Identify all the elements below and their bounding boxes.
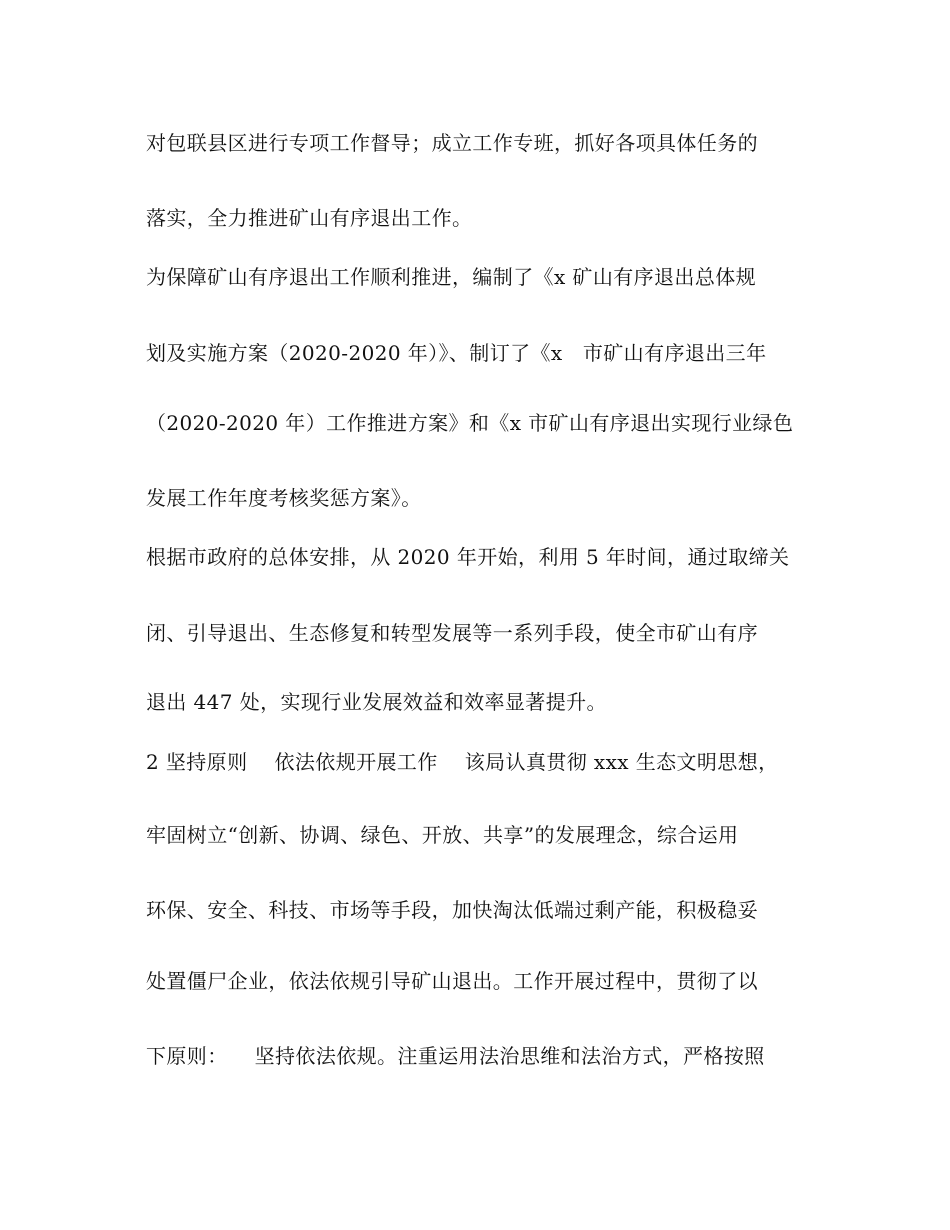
text-line-6: 发展工作年度考核奖惩方案》。: [146, 486, 422, 510]
text-line-13: 处置僵尸企业，依法依规引导矿山退出。工作开展过程中，贯彻了以: [146, 969, 758, 993]
text-line-10: 2 坚持原则 依法依规开展工作 该局认真贯彻 xxx 生态文明思想，: [146, 750, 779, 774]
text-line-3: 为保障矿山有序退出工作顺利推进，编制了《x 矿山有序退出总体规: [146, 265, 757, 289]
text-line-7: 根据市政府的总体安排，从 2020 年开始，利用 5 年时间，通过取缔关: [146, 545, 790, 569]
text-line-12: 环保、安全、科技、市场等手段，加快淘汰低端过剩产能，积极稳妥: [146, 898, 758, 922]
text-line-9: 退出 447 处，实现行业发展效益和效率显著提升。: [146, 690, 607, 714]
text-line-14: 下原则： 坚持依法依规。注重运用法治思维和法治方式，严格按照: [146, 1044, 765, 1068]
text-line-8: 闭、引导退出、生态修复和转型发展等一系列手段，使全市矿山有序: [146, 621, 758, 645]
text-line-4: 划及实施方案（2020-2020 年）》、制订了《x 市矿山有序退出三年: [146, 341, 767, 365]
text-line-1: 对包联县区进行专项工作督导；成立工作专班，抓好各项具体任务的: [146, 131, 758, 155]
text-line-5: （2020-2020 年）工作推进方案》和《x 市矿山有序退出实现行业绿色: [146, 411, 794, 435]
text-line-2: 落实，全力推进矿山有序退出工作。: [146, 206, 473, 230]
text-line-11: 牢固树立“创新、协调、绿色、开放、共享”的发展理念，综合运用: [146, 823, 739, 847]
